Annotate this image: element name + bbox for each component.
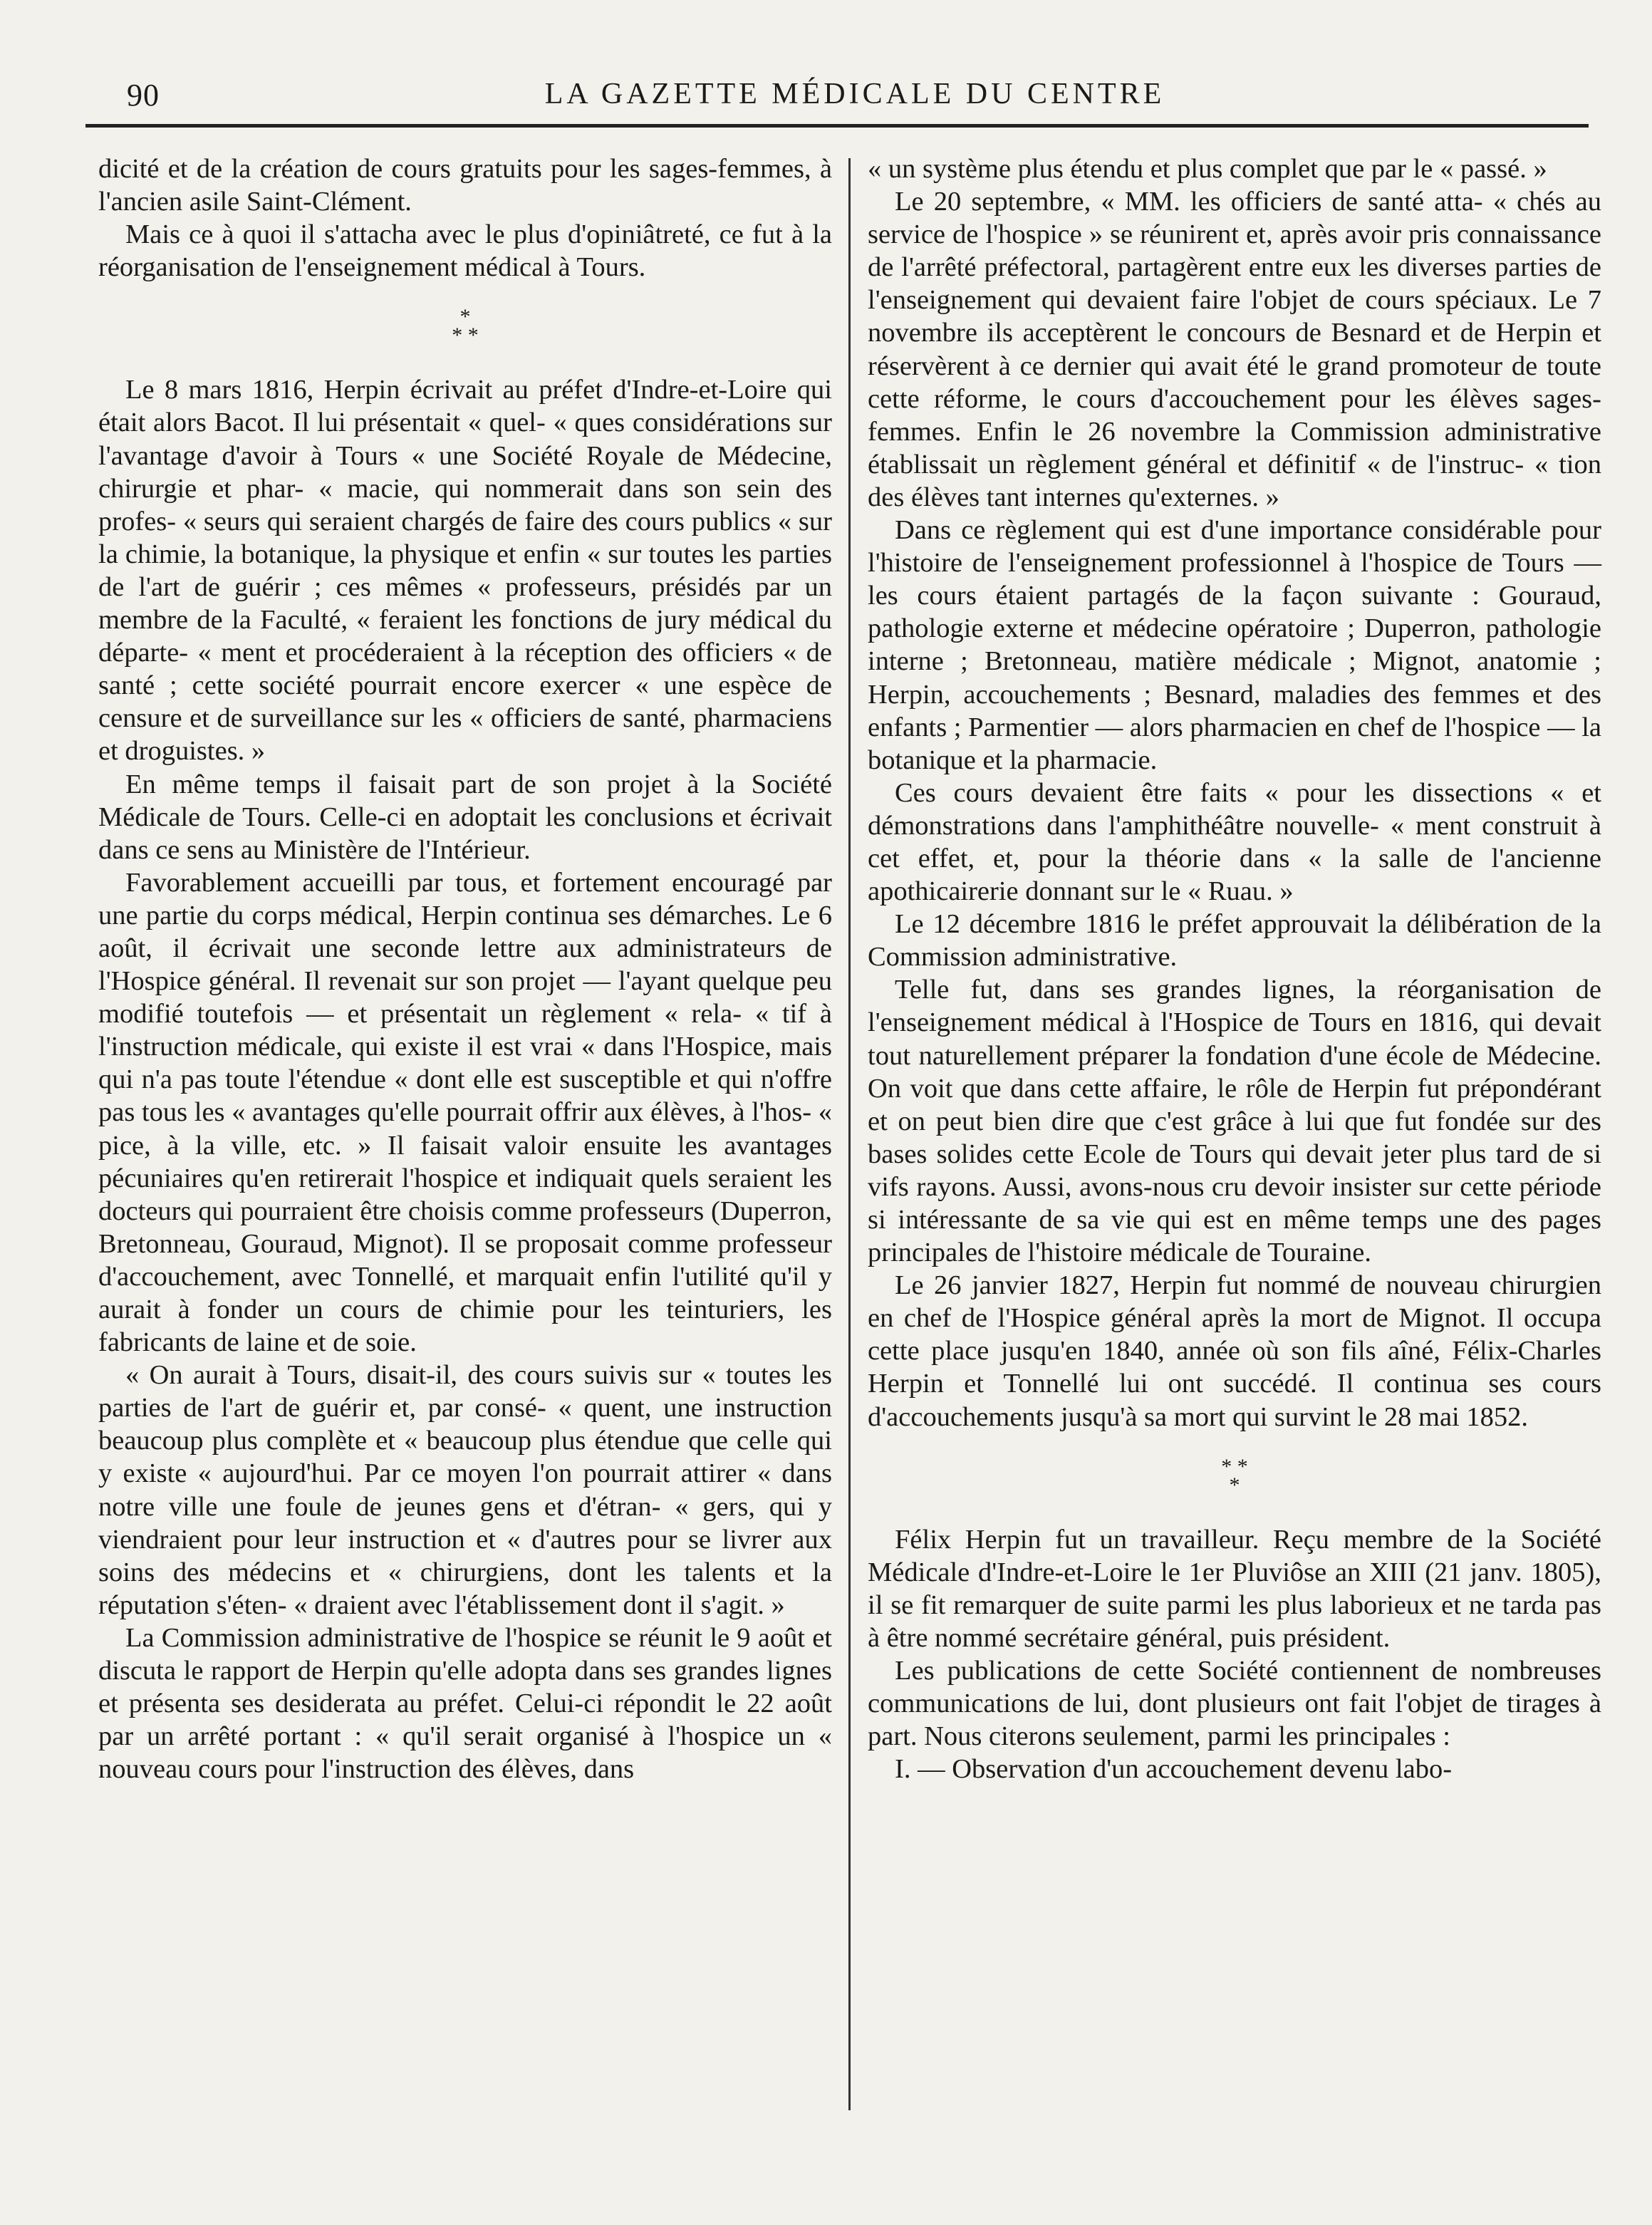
section-asterism-2 [868, 1454, 1601, 1497]
left-paragraph-3: Le 8 mars 1816, Herpin écrivait au préfet d'Indre-et-Loire qui était alors Bacot. Il lui présentait « quel- « ques considérations sur l'avantage d'avoir à Tours « une Société Royale de Médecine, chirurgie et phar- « macie, qui nommerait dans son sein des profes- « seurs qui seraient chargés de faire des cours publics « sur la chimie, la botanique, la physique et enfin « sur toutes les parties de l'art de guérir ; ces mêmes « professeurs, présidés par un membre de la Faculté, « feraient les fonctions de jury médical du départe- « ment et procéderaient à la réception des officiers « de santé ; cette société pourrait encore exercer « une espèce de censure et de surveillance sur les « officiers de santé, pharmaciens et droguistes. » [98, 375, 832, 767]
asterism2-bottom: * [1229, 1473, 1240, 1497]
page-number: 90 [127, 78, 160, 113]
left-paragraph-5: Favorablement accueilli par tous, et fortement encouragé par une partie du corps médical, Herpin continua ses démarches. Le 6 août, il écrivait une seconde lettre aux administrateurs de l'Hospice général. Il revenait sur son projet — l'ayant quelque peu modifié toutefois — et présentait un règlement « rela- « tif à l'instruction médicale, qui existe il est vrai « dans l'Hospice, mais qui n'a pas toute l'étendue « dont elle est susceptible et qui n'offre pas tous les « avantages qu'elle pourrait offrir aux élèves, à l'hos- « pice, à la ville, etc. » Il faisait valoir ensuite les avantages pécuniaires qu'en retirerait l'hospice et indiquait quels seraient les docteurs qui pourraient être choisis comme professeurs (Duperron, Bretonneau, Gouraud, Mignot). Il se proposait comme professeur d'accouchement, avec Tonnellé, et marquait enfin l'utilité qu'il y aurait à fonder un cours de chimie pour les teinturiers, les fabricants de laine et de soie. [98, 867, 832, 1358]
right-paragraph-6: Telle fut, dans ses grandes lignes, la réorganisation de l'enseignement médical à l'Hospice de Tours en 1816, qui devait tout naturellement préparer la fondation d'une école de Médecine. On voit que dans cette affaire, le rôle de Herpin fut prépondérant et on peut bien dire que c'est grâce à lui que fut fondée sur des bases solides cette Ecole de Tours qui devait jeter plus tard de si vifs rayons. Aussi, avons-nous cru devoir insister sur cette période si intéressante de sa vie qui est en même temps une des pages principales de l'histoire médicale de Touraine. [868, 975, 1601, 1268]
asterism2-top: * * [1221, 1454, 1248, 1478]
header-rule [85, 124, 1589, 128]
right-paragraph-3: Dans ce règlement qui est d'une importance considérable pour l'histoire de l'enseignement professionnel à l'hospice de Tours — les cours étaient partagés de la façon suivante : Gouraud, pathologie externe et médecine opératoire ; Duperron, pathologie interne ; Bretonneau, matière médicale ; Mignot, anatomie ; Herpin, accouchements ; Besnard, maladies des femmes et des enfants ; Parmentier — alors pharmacien en chef de l'hospice — la botanique et la pharmacie. [868, 515, 1602, 775]
right-paragraph-4: Ces cours devaient être faits « pour les dissections « et démonstrations dans l'amphithéâtre nouvelle- « ment construit à cet effet, et, pour la théorie dans « la salle de l'ancienne apothicairerie donnant sur le « Ruau. » [868, 777, 1601, 907]
journal-title: LA GAZETTE MÉDICALE DU CENTRE [544, 78, 1165, 110]
left-paragraph-2: Mais ce à quoi il s'attacha avec le plus d'opiniâtreté, ce fut à la réorganisation de l'enseignement médical à Tours. [98, 219, 832, 283]
right-paragraph-7: Le 26 janvier 1827, Herpin fut nommé de nouveau chirurgien en chef de l'Hospice général après la mort de Mignot. Il occupa cette place jusqu'en 1840, année où son fils aîné, Félix-Charles Herpin et Tonnellé lui ont succédé. Il continua ses cours d'accouchements jusqu'à sa mort qui survint le 28 mai 1852. [868, 1270, 1601, 1432]
asterism-bottom: * * [452, 323, 479, 348]
right-paragraph-2: Le 20 septembre, « MM. les officiers de santé atta- « chés au service de l'hospice » se réunirent et, après avoir pris connaissance de l'arrêté préfectoral, partagèrent entre eux les diverses parties de l'enseignement qui devaient faire l'objet de cours spéciaux. Le 7 novembre ils acceptèrent le concours de Besnard et de Herpin et réservèrent à ce dernier qui avait été le grand promoteur de toute cette réforme, le cours d'accouchement pour les élèves sages-femmes. Enfin le 26 novembre la Commission administrative établissait un règlement général et définitif « de l'instruc- « tion des élèves tant internes qu'externes. » [868, 187, 1601, 512]
left-paragraph-1: dicité et de la création de cours gratuits pour les sages-femmes, à l'ancien asile Saint-Clément. [98, 154, 832, 217]
section-asterism [98, 305, 832, 348]
right-paragraph-10: I. — Observation d'un accouchement devenu labo- [895, 1754, 1453, 1785]
left-paragraph-7: La Commission administrative de l'hospice se réunit le 9 août et discuta le rapport de Herpin qu'elle adopta dans ses grandes lignes et présenta ses desiderata au préfet. Celui-ci répondit le 22 août par un arrêté portant : « qu'il serait organisé à l'hospice un « nouveau cours pour l'instruction des élèves, dans [98, 1622, 832, 1785]
asterism-top: * [459, 305, 471, 329]
left-paragraph-4: En même temps il faisait part de son projet à la Société Médicale de Tours. Celle-ci en adoptait les conclusions et écrivait dans ce sens au Ministère de l'Intérieur. [98, 769, 832, 865]
right-paragraph-8: Félix Herpin fut un travailleur. Reçu membre de la Société Médicale d'Indre-et-Loire le 1er Pluviôse an XIII (21 janv. 1805), il se fit remarquer de suite parmi les plus laborieux et ne tarda pas à être nommé secrétaire général, puis président. [868, 1524, 1601, 1653]
column-divider [848, 158, 851, 2110]
page-header [121, 74, 1589, 117]
right-paragraph-9: Les publications de cette Société contiennent de nombreuses communications de lui, dont plusieurs ont fait l'objet de tirages à part. Nous citerons seulement, parmi les principales : [868, 1656, 1601, 1752]
left-paragraph-6: « On aurait à Tours, disait-il, des cours suivis sur « toutes les parties de l'art de guérir et, par consé- « quent, une instruction beaucoup plus complète et « beaucoup plus étendue que celle qui y existe « aujourd'hui. Par ce moyen l'on pourrait attirer « dans notre ville une foule de jeunes gens et d'étran- « gers, qui y viendraient pour leur instruction et « d'autres pour se livrer aux soins des médecins et « chirurgiens, dont les talents et la réputation s'éten- « draient avec l'établissement dont il s'agit. » [98, 1360, 832, 1620]
left-column [98, 152, 832, 1785]
right-paragraph-5: Le 12 décembre 1816 le préfet approuvait la délibération de la Commission administrative. [868, 909, 1601, 973]
right-column [868, 152, 1601, 1785]
right-paragraph-1: « un système plus étendu et plus complet que par le « passé. » [868, 154, 1547, 184]
